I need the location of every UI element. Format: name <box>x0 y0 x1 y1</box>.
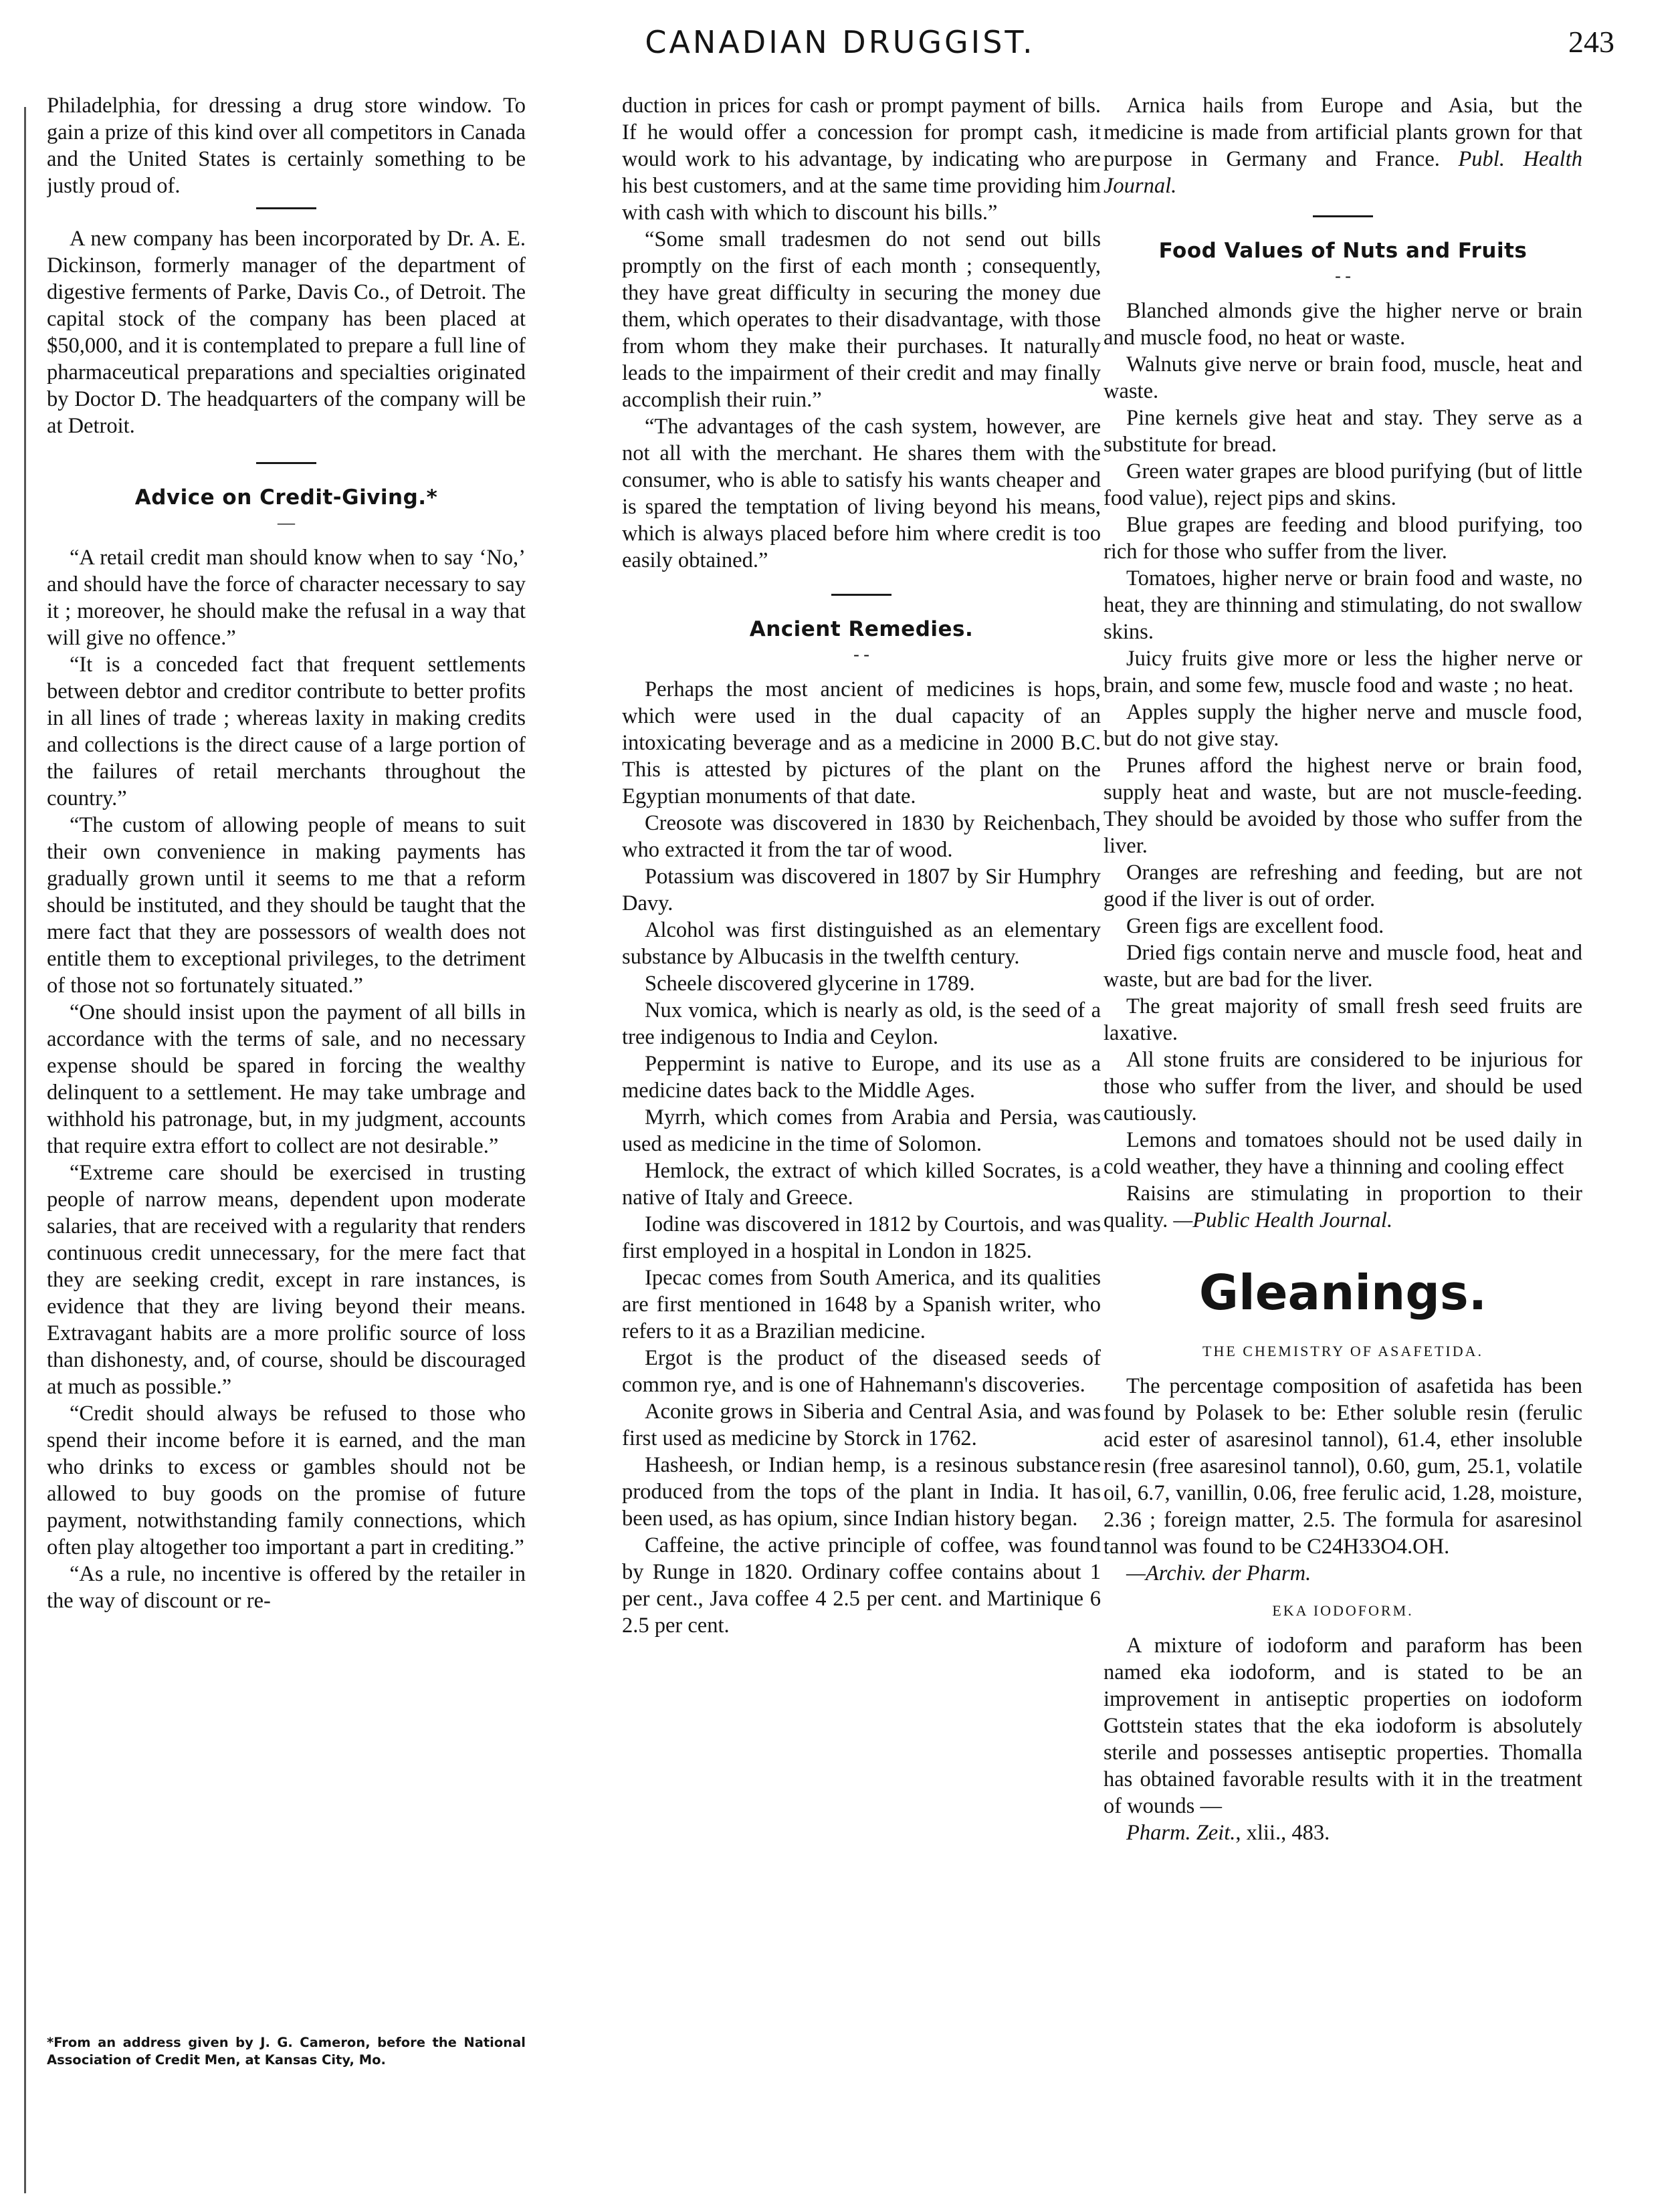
remedy-paragraph: Alcohol was first distinguished as an elementary substance by Albucasis in the twelfth century. <box>622 918 1101 969</box>
arnica-paragraph <box>1104 92 1582 199</box>
remedy-paragraph: Caffeine, the active principle of coffee, was found by Runge in 1820. Ordinary coffee contains about 1 per cent., Java coffee 4 2.5 per cent. and Martinique 6 2.5 per cent. <box>622 1533 1101 1638</box>
credit-paragraph: duction in prices for cash or prompt payment of bills. If he would offer a concession for prompt cash, it would work to his advantage, by indicating who are his best customers, and at the same time providing him with cash with which to discount his bills.” <box>622 94 1101 225</box>
remedy-paragraph: Peppermint is native to Europe, and its use as a medicine dates back to the Middle Ages. <box>622 1052 1101 1103</box>
remedy-paragraph: Scheele discovered glycerine in 1789. <box>645 972 975 996</box>
section-title-credit: Advice on Credit-Giving.* <box>134 485 438 510</box>
food-paragraph: Oranges are refreshing and feeding, but are not good if the liver is out of order. <box>1104 861 1582 911</box>
title-dash: — <box>278 513 295 532</box>
divider-rule <box>256 462 316 464</box>
arnica-source: Publ. Health Journal. <box>1104 147 1582 198</box>
asafetida-heading: THE CHEMISTRY OF ASAFETIDA. <box>1202 1343 1483 1359</box>
credit-paragraph: “Extreme care should be exercised in trusting people of narrow means, dependent upon moderate salaries, that are received with a regularity that renders continuous credit unnecessary, for the mere fact that they are seeking credit, except in rare instances, is evidence that they are living beyond their means. Extravagant habits are a more prolific source of loss than dishonesty, and, of course, should be discouraged at much as possible.” <box>47 1161 526 1399</box>
food-paragraph: All stone fruits are considered to be injurious for those who suffer from the liver, and should be used cautiously. <box>1104 1048 1582 1125</box>
food-paragraph: The great majority of small fresh seed fruits are laxative. <box>1104 994 1582 1045</box>
paragraph-philadelphia: Philadelphia, for dressing a drug store window. To gain a prize of this kind over all competitors in Canada and the United States is certainly something to be justly proud of. <box>47 94 526 198</box>
remedy-paragraph: Aconite grows in Siberia and Central Asia, and was first used as medicine by Storck in 1762. <box>622 1400 1101 1450</box>
remedy-paragraph: Ipecac comes from South America, and its qualities are first mentioned in 1648 by a Spanish writer, who refers to it as a Brazilian medicine. <box>622 1266 1101 1343</box>
credit-paragraph: “The custom of allowing people of means to suit their own convenience in making payments has gradually grown until it seems to me that a reform should be instituted, and they should be taught that the mere fact that they are possessors of wealth does not entitle them to exceptional privileges, to the detriment of those not so fortunately situated.” <box>47 813 526 998</box>
raisins-text: Raisins are stimulating in proportion to their quality. <box>1104 1182 1582 1232</box>
food-paragraph: Green figs are excellent food. <box>1126 914 1384 938</box>
food-paragraph: Walnuts give nerve or brain food, muscle, heat and waste. <box>1104 352 1582 403</box>
footnote: *From an address given by J. G. Cameron, before the National Association of Credit Men, at Kansas City, Mo. <box>47 2035 526 2068</box>
food-paragraph: Prunes afford the highest nerve or brain food, supply heat and waste, but are not muscle-feeding. They should be avoided by those who suffer from the liver. <box>1104 754 1582 858</box>
food-paragraph: Pine kernels give heat and stay. They serve as a substitute for bread. <box>1104 406 1582 457</box>
asafetida-paragraph: The percentage composition of asafetida has been found by Polasek to be: Ether soluble resin (ferulic acid ester of asaresinol tannol), 61.4, ether insoluble resin (free asaresinol tannol), 0.60, gum, 25.1, volatile oil, 6.7, vanillin, 0.06, free ferulic acid, 1.28, moisture, 2.36 ; foreign matter, 2.5. The formula for asaresinol tannol was found to be C24H33O4.OH. <box>1104 1374 1582 1559</box>
remedy-paragraph: Hemlock, the extract of which killed Socrates, is a native of Italy and Greece. <box>622 1159 1101 1210</box>
eka-paragraph: A mixture of iodoform and paraform has been named eka iodoform, and is stated to be an improvement in antiseptic properties on iodoform Gottstein states that the eka iodoform is absolutely sterile and possesses antiseptic properties. Thomalla has obtained favorable results with it in the treatment of wounds — <box>1104 1634 1582 1818</box>
page-number: 243 <box>1568 25 1614 59</box>
eka-source-line <box>1104 1819 1582 1846</box>
asafetida-source: —Archiv. der Pharm. <box>1126 1561 1311 1585</box>
page-header <box>0 19 1680 66</box>
column-3 <box>1104 92 1582 2179</box>
column-1 <box>47 92 526 2179</box>
title-dash: - - <box>1335 266 1351 286</box>
credit-paragraph: “The advantages of the cash system, however, are not all with the merchant. He shares them with the consumer, who is able to satisfy his wants cheaper and is spared the temptation of living beyond his means, which is always placed before him where credit is too easily obtained.” <box>622 415 1101 572</box>
asafetida-source-line <box>1104 1560 1582 1587</box>
food-paragraph: Green water grapes are blood purifying (but of little food value), reject pips and skins. <box>1104 459 1582 510</box>
remedy-paragraph: Myrrh, which comes from Arabia and Persia, was used as medicine in the time of Solomon. <box>622 1105 1101 1156</box>
remedy-paragraph: Iodine was discovered in 1812 by Courtois, and was first employed in a hospital in London in 1825. <box>622 1212 1101 1263</box>
food-paragraph: Tomatoes, higher nerve or brain food and waste, no heat, they are thinning and stimulating, do not swallow skins. <box>1104 566 1582 644</box>
food-paragraph: Apples supply the higher nerve and muscle food, but do not give stay. <box>1104 700 1582 751</box>
column-2 <box>622 92 1101 2179</box>
remedy-paragraph: Potassium was discovered in 1807 by Sir Humphry Davy. <box>622 865 1101 915</box>
remedy-paragraph: Ergot is the product of the diseased seeds of common rye, and is one of Hahnemann's discoveries. <box>622 1346 1101 1397</box>
remedy-paragraph: Creosote was discovered in 1830 by Reichenbach, who extracted it from the tar of wood. <box>622 811 1101 862</box>
credit-paragraph: “One should insist upon the payment of all bills in accordance with the terms of sale, and no necessary expense should be spared in forcing the wealthy delinquent to a settlement. He may take umbrage and withhold his patronage, but, in my judgment, accounts that require extra effort to collect are not desirable.” <box>47 1000 526 1158</box>
raisins-source: —Public Health Journal. <box>1173 1208 1393 1232</box>
credit-paragraph: “Credit should always be refused to those who spend their income before it is earned, and the man who drinks to excess or gambles should not be allowed to buy goods on the promise of future payment, notwithstanding family connections, which often play altogether too important a part in crediting.” <box>47 1402 526 1559</box>
remedy-paragraph: Hasheesh, or Indian hemp, is a resinous substance produced from the tops of the plant in India. It has been used, as has opium, since Indian history began. <box>622 1453 1101 1531</box>
remedy-paragraph: Nux vomica, which is nearly as old, is the seed of a tree indigenous to India and Ceylon. <box>622 998 1101 1049</box>
paragraph-new-company: A new company has been incorporated by Dr. A. E. Dickinson, formerly manager of the department of digestive ferments of Parke, Davis Co., of Detroit. The capital stock of the company has been placed at $50,000, and it is contemplated to prepare a full line of pharmaceutical preparations and specialties originated by Doctor D. The headquarters of the company will be at Detroit. <box>47 227 526 438</box>
section-title-food-values: Food Values of Nuts and Fruits <box>1158 239 1528 263</box>
raisins-paragraph <box>1104 1180 1582 1234</box>
food-paragraph: Blue grapes are feeding and blood purifying, too rich for those who suffer from the liver. <box>1104 513 1582 564</box>
divider-rule <box>831 594 891 596</box>
credit-paragraph: “Some small tradesmen do not send out bills promptly on the first of each month ; consequently, they have great difficulty in securing the money due them, which operates to their disadvantage, with those from whom they make their purchases. It naturally leads to the impairment of their credit and may finally accomplish their ruin.” <box>622 227 1101 412</box>
arnica-text: Arnica hails from Europe and Asia, but the medicine is made from artificial plants grown for that purpose in Germany and France. <box>1104 94 1582 171</box>
divider-rule <box>256 207 316 209</box>
credit-paragraph: “It is a conceded fact that frequent settlements between debtor and creditor contribute to better profits in all lines of trade ; whereas laxity in making credits and collections is the direct cause of a large portion of the failures of retail merchants throughout the country.” <box>47 653 526 810</box>
running-title: CANADIAN DRUGGIST. <box>645 24 1035 60</box>
food-paragraph: Blanched almonds give the higher nerve or brain and muscle food, no heat or waste. <box>1104 299 1582 350</box>
eka-ref: , xlii., 483. <box>1235 1821 1330 1845</box>
food-paragraph: Dried figs contain nerve and muscle food, heat and waste, but are bad for the liver. <box>1104 941 1582 992</box>
section-title-remedies: Ancient Remedies. <box>749 617 974 641</box>
margin-rule <box>24 107 26 2193</box>
remedy-paragraph: Perhaps the most ancient of medicines is hops, which were used in the dual capacity of an intoxicating beverage and as a medicine in 2000 B.C. This is attested by pictures of the plant on the Egyptian monuments of that date. <box>622 677 1101 808</box>
credit-paragraph: “A retail credit man should know when to say ‘No,’ and should have the force of character necessary to say it ; moreover, he should make the refusal in a way that will give no offence.” <box>47 546 526 650</box>
title-dash: - - <box>853 645 869 664</box>
food-paragraph: Lemons and tomatoes should not be used daily in cold weather, they have a thinning and cooling effect <box>1104 1128 1582 1179</box>
food-paragraph: Juicy fruits give more or less the higher nerve or brain, and some few, muscle food and waste ; no heat. <box>1104 647 1582 697</box>
credit-paragraph: “As a rule, no incentive is offered by the retailer in the way of discount or re- <box>47 1562 526 1613</box>
divider-rule <box>1313 215 1373 217</box>
gleanings-title: Gleanings. <box>1198 1264 1487 1321</box>
eka-heading: EKA IODOFORM. <box>1272 1602 1414 1619</box>
eka-source: Pharm. Zeit. <box>1126 1821 1236 1845</box>
